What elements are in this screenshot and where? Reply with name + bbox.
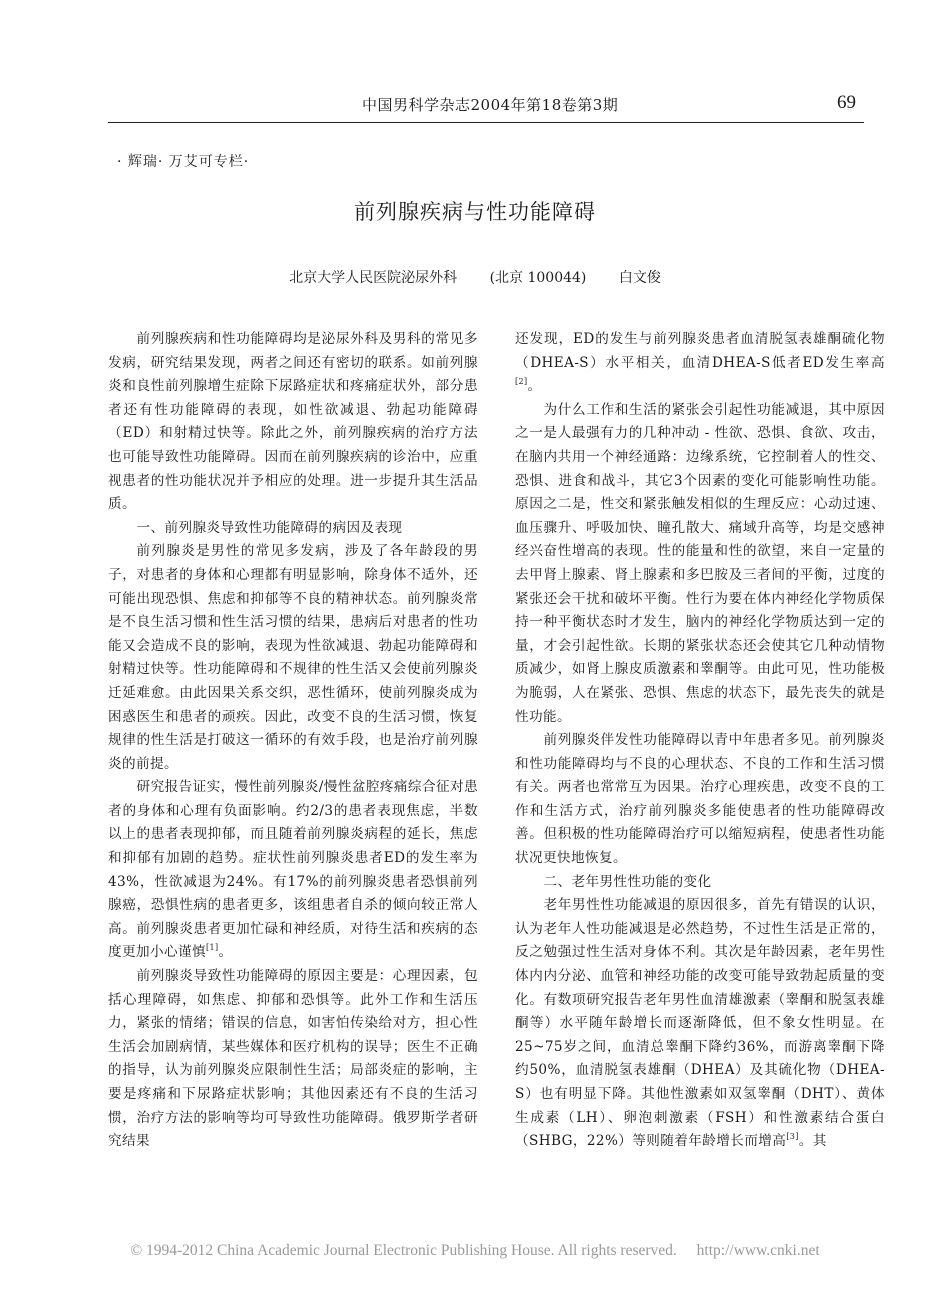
section-heading-2: 二、老年男性性功能的变化	[543, 873, 712, 890]
publisher-url[interactable]: http://www.cnki.net	[696, 1242, 820, 1259]
article-title: 前列腺疾病与性功能障碍	[354, 200, 596, 224]
citation-ref: [1]	[205, 943, 219, 953]
intro-paragraph: 前列腺疾病和性功能障碍均是泌尿外科及男科的常见多发病，研究结果发现，两者之间还有密切的联系。如前列腺炎和良性前列腺增生症除下尿路症状和疼痛症状外，部分患者还有性功能障碍的表现，如性欲减退、勃起功能障碍（ED）和射精过快等。除此之外，前列腺疾病的治疗方法也可能导致性功能障碍。因而在前列腺疾病的诊治中，应重视患者的性功能状况并予相应的处理。进一步提升其生活品质。	[108, 331, 478, 513]
body-paragraph: 前列腺炎导致性功能障碍的原因主要是：心理因素，包括心理障碍，如焦虑、抑郁和恐惧等。此外工作和生活压力，紧张的情绪；错误的信息，如害怕传染给对方，担心性生活会加剧病情，某些媒体和医疗机构的误导；医生不正确的指导，认为前列腺炎应限制性生活；局部炎症的影响，主要是疼痛和下尿路症状影响；其他因素还有不良的生活习惯，治疗方法的影响等均可导致性功能障碍。俄罗斯学者研究结果	[108, 968, 478, 1150]
citation-ref: [2]	[515, 377, 528, 387]
byline	[0, 267, 950, 287]
citation-ref: [3]	[786, 1132, 799, 1142]
body-paragraph: 研究报告证实，慢性前列腺炎/慢性盆腔疼痛综合征对患者的身体和心理有负面影响。约2/3的患者表现焦虑，半数以上的患者表现抑郁，而且随着前列腺炎病程的延长，焦虑和抑郁有加剧的趋势。症状性前列腺炎患者ED的发生率为43%，性欲减退为24%。有17%的前列腺炎患者恐惧前列腺癌，恐惧性病的患者更多，该组患者自杀的倾向较正常人高。前列腺炎患者更加忙碌和神经质，对待生活和疾病的态度更加小心谨慎[1]。	[108, 779, 478, 961]
page-number: 69	[837, 92, 856, 113]
body-paragraph: 还发现，ED的发生与前列腺炎患者血清脱氢表雄酮硫化物（DHEA-S）水平相关，血清DHEA-S低者ED发生率高[2]。	[515, 331, 885, 395]
body-paragraph: 前列腺炎是男性的常见多发病，涉及了各年龄段的男子，对患者的身体和心理都有明显影响，除身体不适外，还可能出现恐惧、焦虑和抑郁等不良的精神状态。前列腺炎常是不良生活习惯和性生活习惯的结果，患病后对患者的性功能又会造成不良的影响，表现为性欲减退、勃起功能障碍和射精过快等。性功能障碍和不规律的性生活又会使前列腺炎迁延难愈。由此因果关系交织，恶性循环，使前列腺炎成为困惑医生和患者的顽疾。因此，改变不良的生活习惯，恢复规律的性生活是打破这一循环的有效手段，也是治疗前列腺炎的前提。	[108, 543, 478, 772]
body-paragraph: 老年男性性功能减退的原因很多，首先有错误的认识，认为老年人性功能减退是必然趋势，不过性生活是正常的，反之勉强过性生活对身体不利。其次是年龄因素，老年男性体内内分泌、血管和神经功能的改变可能导致勃起质量的变化。有数项研究报告老年男性血清雄激素（睾酮和脱氢表雄酮等）水平随年龄增长而逐渐降低，但不象女性明显。在25~75岁之间，血清总睾酮下降约36%，而游离睾酮下降约50%，血清脱氢表雄酮（DHEA）及其硫化物（DHEA-S）也有明显下降。其他性激素如双氢睾酮（DHT）、黄体生成素（LH）、卵泡刺激素（FSH）和性激素结合蛋白（SHBG，22%）等则随着年龄增长而增高[3]。其	[515, 897, 885, 1150]
copyright-text: © 1994-2012 China Academic Journal Electronic Publishing House. All rights reserved.	[130, 1242, 677, 1259]
body-paragraph: 为什么工作和生活的紧张会引起性功能减退，其中原因之一是人最强有力的几种冲动 - 性欲、恐惧、食欲、攻击，在脑内共用一个神经通路：边缘系统，它控制着人的性交、恐惧、进食和战斗，其它3个因素的变化可能影响性功能。原因之二是，性交和紧张触发相似的生理反应：心动过速、血压骤升、呼吸加快、瞳孔散大、痛域升高等，均是交感神经兴奋性增高的表现。性的能量和性的欲望，来自一定量的去甲肾上腺素、肾上腺素和多巴胺及三者间的平衡，过度的紧张还会干扰和破坏平衡。性行为要在体内神经化学物质保持一种平衡状态时才发生，脑内的神经化学物质达到一定的量，才会引起性欲。长期的紧张状态还会使其它几种动情物质减少，如肾上腺皮质激素和睾酮等。由此可见，性功能极为脆弱，人在紧张、恐惧、焦虑的状态下，最先丧失的就是性功能。	[515, 401, 885, 725]
institution: 北京大学人民医院泌尿外科	[289, 270, 458, 286]
right-column	[515, 328, 885, 1154]
section-heading-1: 一、前列腺炎导致性功能障碍的病因及表现	[136, 519, 403, 536]
author: 白文俊	[618, 270, 661, 286]
left-column	[108, 328, 478, 1154]
location: (北京 100044)	[489, 270, 587, 286]
body-paragraph: 前列腺炎伴发性功能障碍以青中年患者多见。前列腺炎和性功能障碍均与不良的心理状态、不良的工作和生活习惯有关。两者也常常互为因果。治疗心理疾患，改变不良的工作和生活方式，治疗前列腺炎多能使患者的性功能障碍改善。但积极的性功能障碍治疗可以缩短病程，使患者性功能状况更快地恢复。	[515, 732, 885, 867]
running-header	[108, 92, 864, 123]
column-tag: · 辉瑞· 万艾可专栏·	[117, 154, 250, 170]
copyright-footer	[0, 1242, 950, 1260]
journal-issue: 中国男科学杂志2004年第18卷第3期	[362, 96, 619, 114]
